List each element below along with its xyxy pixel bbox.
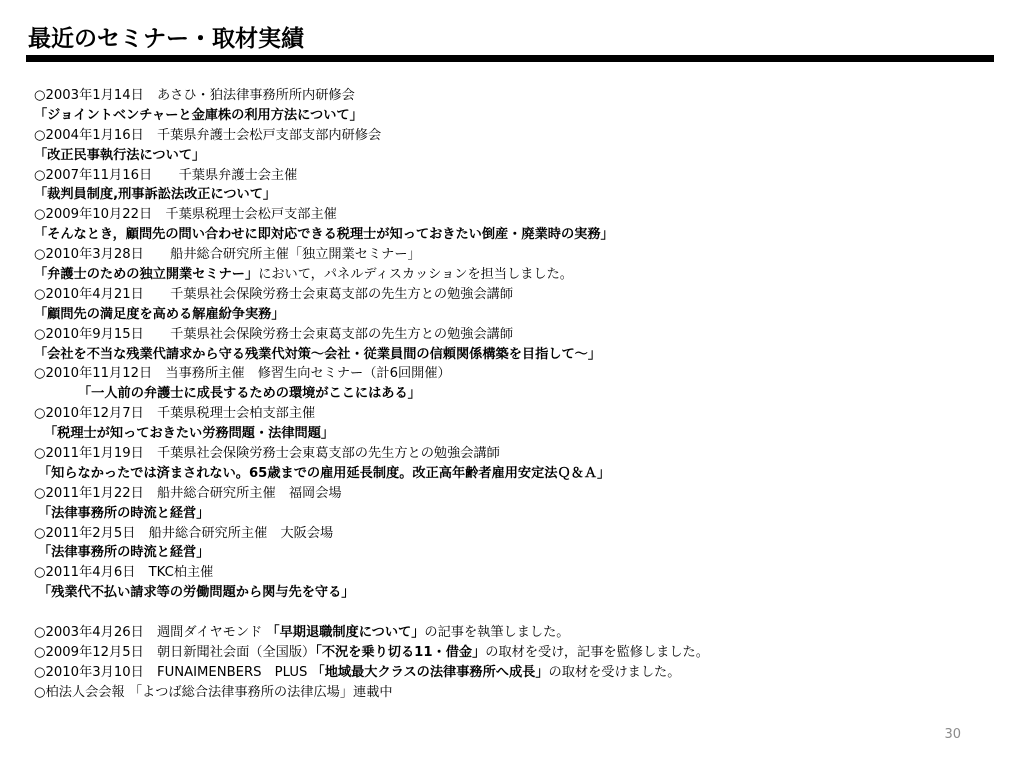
article-title: 「地域最大クラスの法律事務所へ成長」 [311,664,549,680]
list-item: ○2004年1月16日 千葉県弁護士会松戸支部支部内研修会 [34,127,382,143]
list-item: 「顧問先の満足度を高める解雇紛争実務」 [34,306,285,322]
item-date: ○2003年4月26日 週間ダイヤモンド [34,625,267,641]
list-item: ○2010年3月28日 船井総合研究所主催「独立開業セミナー」 [34,247,421,263]
list-item: 「法律事務所の時流と経営」 [38,545,210,561]
list-item: ○2009年10月22日 千葉県税理士会松戸支部主催 [34,207,337,223]
list-item: 「一人前の弁護士に成長するための環境がここにはある」 [78,386,421,402]
seminar-title: 「弁護士のための独立開業セミナー」 [34,267,259,283]
seminar-note: において，パネルディスカッションを担当しました。 [258,267,573,283]
list-item: 「残業代不払い請求等の労働問題から関与先を守る」 [38,585,355,601]
article-title: 「早期退職制度について」 [266,625,425,641]
list-item: ○2011年1月19日 千葉県社会保険労務士会東葛支部の先生方との勉強会講師 [34,446,500,462]
item-note: の記事を執筆しました。 [424,625,570,641]
list-item: ○2011年1月22日 船井総合研究所主催 福岡会場 [34,485,342,501]
page-number: 30 [944,727,961,742]
item-date: ○2009年12月5日 朝日新聞社会面（全国版） [34,644,316,660]
slide-title: 最近のセミナー・取材実績 [28,26,304,52]
list-item: 「ジョイントベンチャーと金庫株の利用方法について」 [34,107,363,123]
item-date: ○2010年3月10日 FUNAIMENBERS PLUS [34,664,312,680]
list-item: 「知らなかったでは済まされない。65歳までの雇用延長制度。改正高年齢者雇用安定法Ｑ＆Ａ」 [38,465,611,481]
list-item [34,265,994,285]
item-note: の取材を受けました。 [548,664,681,680]
spacer [34,603,994,623]
item-note: の取材を受け，記事を監修しました。 [485,644,709,660]
list-item: ○2010年11月12日 当事務所主催 修習生向セミナー（計6回開催） [34,366,451,382]
list-item: ○2010年4月21日 千葉県社会保険労務士会東葛支部の先生方との勉強会講師 [34,286,514,302]
article-title: 「不況を乗り切る11・借金」 [315,644,486,660]
title-divider [26,55,994,62]
list-item: ○2003年1月14日 あさひ・狛法律事務所所内研修会 [34,88,355,103]
list-item: 「そんなとき，顧問先の問い合わせに即対応できる税理士が知っておきたい倒産・廃業時の実務」 [34,227,614,243]
seminar-list [34,86,994,703]
list-item: 「税理士が知っておきたい労務問題・法律問題」 [44,426,335,442]
list-item [34,643,994,663]
list-item: ○2011年2月5日 船井総合研究所主催 大阪会場 [34,525,334,541]
list-item: 「会社を不当な残業代請求から守る残業代対策～会社・従業員間の信頼関係構築を目指して～」 [34,346,602,362]
list-item: ○2011年4月6日 TKC柏主催 [34,565,214,581]
list-item [34,623,994,643]
list-item: 「裁判員制度,刑事訴訟法改正について」 [34,187,277,203]
list-item: ○2010年12月7日 千葉県税理士会柏支部主催 [34,406,316,422]
list-item: ○柏法人会会報 「よつば総合法律事務所の法律広場」連載中 [34,684,393,700]
list-item: 「改正民事執行法について」 [34,147,206,163]
list-item: 「法律事務所の時流と経営」 [38,505,210,521]
list-item: ○2010年9月15日 千葉県社会保険労務士会東葛支部の先生方との勉強会講師 [34,326,514,342]
list-item [34,663,994,683]
list-item: ○2007年11月16日 千葉県弁護士会主催 [34,167,298,183]
